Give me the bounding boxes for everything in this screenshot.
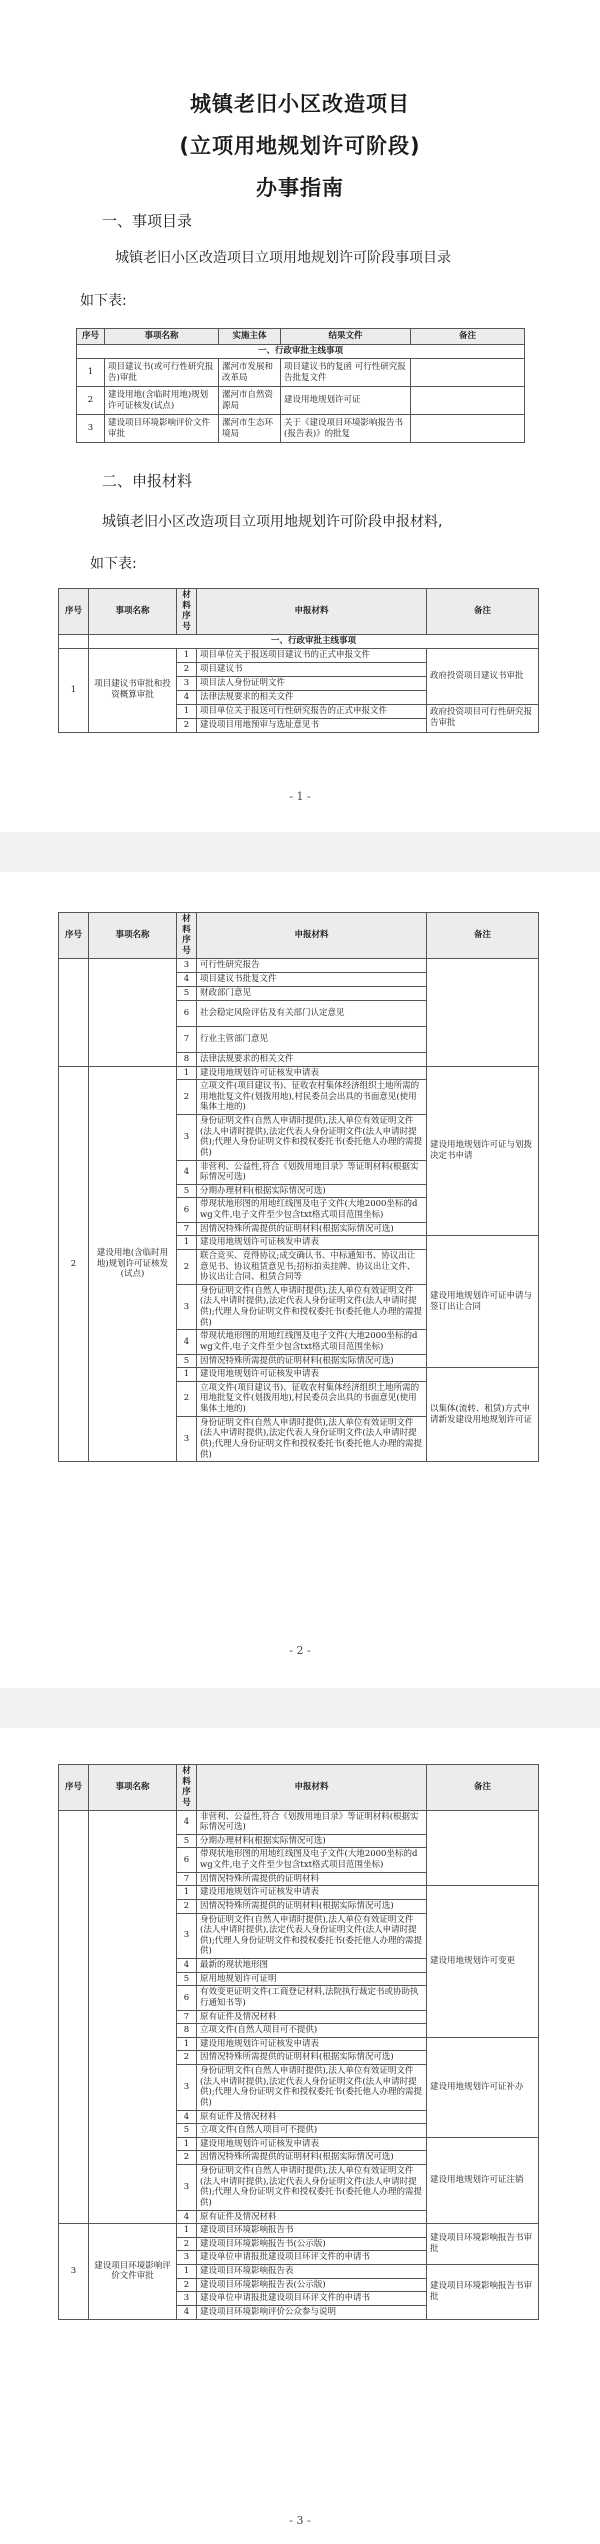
cell-remark: 建设项目环境影响报告书审批 xyxy=(427,2265,539,2320)
catalog-table xyxy=(76,328,525,443)
cell-material-no: 3 xyxy=(177,2065,197,2111)
cell-material-no: 6 xyxy=(177,1198,197,1222)
catalog-header-name: 事项名称 xyxy=(105,329,219,345)
document-page-2 xyxy=(0,872,600,1688)
cell-material-no: 5 xyxy=(177,1354,197,1368)
header-no: 序号 xyxy=(59,589,89,635)
header-remark: 备注 xyxy=(427,589,539,635)
header-no: 序号 xyxy=(59,913,89,959)
catalog-header-agency: 实施主体 xyxy=(219,329,281,345)
cell-material-no: 3 xyxy=(177,958,197,972)
cell-material: 原有证件及情况材料 xyxy=(197,2010,427,2024)
cell-material-no: 3 xyxy=(177,1115,197,1161)
cell-material: 法律法规要求的相关文件 xyxy=(197,1052,427,1066)
cell-material-no: 1 xyxy=(177,2224,197,2238)
materials-table-p1 xyxy=(58,588,539,733)
table-row xyxy=(59,958,539,972)
cell-material-no: 3 xyxy=(177,2165,197,2211)
cell-material-no: 5 xyxy=(177,986,197,1000)
section2-subtitle: 城镇老旧小区改造项目立项用地规划许可阶段申报材料, xyxy=(102,514,443,530)
materials-header-row xyxy=(59,589,539,635)
cell-material: 带现状地形图的用地红线图及电子文件(大地2000坐标的dwg文件,电子文件至少包含txt格式项目范围坐标) xyxy=(197,1330,427,1354)
cell-material-no: 7 xyxy=(177,1026,197,1052)
cell-material-no: 4 xyxy=(177,2210,197,2224)
cell-material-no: 3 xyxy=(177,2292,197,2306)
section2-heading: 二、申报材料 xyxy=(102,472,193,490)
cell-material-no: 7 xyxy=(177,2010,197,2024)
header-material: 申报材料 xyxy=(197,589,427,635)
cell-item-no: 2 xyxy=(59,1066,89,1462)
cell-material: 立项文件(项目建议书)、征收农村集体经济组织土地所需的用地批复文件(划拨用地),村民委员会出具的书面意见(使用集体土地的) xyxy=(197,1381,427,1416)
cell-material-no: 3 xyxy=(177,1416,197,1462)
cell-material-no: 2 xyxy=(177,1899,197,1913)
cell-item-no: 3 xyxy=(59,2224,89,2319)
cell-material: 财政部门意见 xyxy=(197,986,427,1000)
table-row xyxy=(77,387,525,415)
cell-material: 项目建议书 xyxy=(197,662,427,676)
document-page-1 xyxy=(0,0,600,832)
cell-material-no: 1 xyxy=(177,2037,197,2051)
cell-material-no: 1 xyxy=(177,1368,197,1382)
cell-material-no: 4 xyxy=(177,2305,197,2319)
cell-material: 可行性研究报告 xyxy=(197,958,427,972)
cell-material-no: 4 xyxy=(177,1959,197,1973)
cell-material-no: 2 xyxy=(177,1381,197,1416)
cell-remark: 建设项目环境影响报告书审批 xyxy=(427,2224,539,2265)
cell-material-no: 2 xyxy=(177,2051,197,2065)
cell-material-no: 6 xyxy=(177,1848,197,1872)
document-title-line2: (立项用地规划许可阶段) xyxy=(179,134,421,158)
cell-material: 项目建议书批复文件 xyxy=(197,972,427,986)
cell-remark xyxy=(411,387,525,415)
cell-item-name: 建设项目环境影响评价文件审批 xyxy=(105,415,219,443)
cell-item-no: 1 xyxy=(59,648,89,732)
cell-material: 非营利、公益性,符合《划拨用地目录》等证明材料(根据实际情况可选) xyxy=(197,1810,427,1834)
section2-lead: 如下表: xyxy=(90,556,137,572)
table-row xyxy=(59,2224,539,2238)
cell-material: 立项文件(自然人项目可不提供) xyxy=(197,2124,427,2138)
cell-no: 1 xyxy=(77,359,105,387)
cell-material-no: 4 xyxy=(177,1810,197,1834)
header-material-no: 材料序号 xyxy=(177,913,197,959)
cell-material: 因情况特殊所需提供的证明材料(根据实际情况可选) xyxy=(197,1222,427,1236)
cell-item-name: 项目建议书(或可行性研究报告)审批 xyxy=(105,359,219,387)
table-row xyxy=(59,648,539,662)
cell-material: 因情况特殊所需提供的证明材料(根据实际情况可选) xyxy=(197,2051,427,2065)
cell-material-no: 1 xyxy=(177,648,197,662)
cell-material: 建设单位申请报批建设项目环评文件的申请书 xyxy=(197,2251,427,2265)
cell-material-no: 3 xyxy=(177,2251,197,2265)
cell-material: 因情况特殊所需提供的证明材料(根据实际情况可选) xyxy=(197,1899,427,1913)
cell-material: 行业主管部门意见 xyxy=(197,1026,427,1052)
cell-item-name: 建设用地(含临时用地)规划许可证核发(试点) xyxy=(105,387,219,415)
cell-item-name: 项目建议书审批和投资概算审批 xyxy=(89,648,177,732)
cell-result: 关于《建设项目环境影响报告书(报告表)》的批复 xyxy=(281,415,411,443)
cell-material: 项目单位关于报送项目建议书的正式申报文件 xyxy=(197,648,427,662)
materials-section-label: 一、行政审批主线事项 xyxy=(89,634,539,648)
cell-material: 建设用地规划许可证核发申请表 xyxy=(197,1066,427,1080)
cell-material-no: 4 xyxy=(177,1330,197,1354)
cell-material-no: 7 xyxy=(177,1872,197,1886)
cell-material: 建设项目环境影响报告书 xyxy=(197,2224,427,2238)
catalog-header-row xyxy=(77,329,525,345)
cell-agency: 漯河市生态环境局 xyxy=(219,415,281,443)
cell-material-no: 3 xyxy=(177,1284,197,1330)
header-item-name: 事项名称 xyxy=(89,589,177,635)
cell-material-no: 1 xyxy=(177,1066,197,1080)
cell-material-no: 5 xyxy=(177,1184,197,1198)
cell-material-no: 2 xyxy=(177,718,197,732)
cell-material: 建设项目环境影响报告表(公示版) xyxy=(197,2278,427,2292)
cell-material: 最新的现状地形图 xyxy=(197,1959,427,1973)
cell-material: 有效变更证明文件(工商登记材料,法院执行裁定书或协助执行通知书等) xyxy=(197,1986,427,2010)
header-item-name: 事项名称 xyxy=(89,913,177,959)
cell-material-no: 1 xyxy=(177,1236,197,1250)
table-row xyxy=(59,1810,539,1834)
cell-material: 因情况特殊所需提供的证明材料(根据实际情况可选) xyxy=(197,1354,427,1368)
cell-material-no: 6 xyxy=(177,1000,197,1026)
cell-material: 原用地规划许可证明 xyxy=(197,1972,427,1986)
section1-heading: 一、事项目录 xyxy=(102,212,193,230)
materials-header-row xyxy=(59,1765,539,1811)
cell-remark: 建设用地规划许可证注销 xyxy=(427,2137,539,2223)
catalog-section-label: 一、行政审批主线事项 xyxy=(77,345,525,359)
page-number: - 3 - xyxy=(289,2514,311,2527)
cell-remark: 建设用地规划许可证与划拨决定书申请 xyxy=(427,1066,539,1236)
materials-header-row xyxy=(59,913,539,959)
cell-material-no: 3 xyxy=(177,1913,197,1959)
cell-remark: 政府投资项目建议书审批 xyxy=(427,648,539,704)
table-row xyxy=(77,415,525,443)
cell-material: 建设用地规划许可证核发申请表 xyxy=(197,1368,427,1382)
header-item-name: 事项名称 xyxy=(89,1765,177,1811)
materials-table-p2 xyxy=(58,912,539,1462)
document-title-line3: 办事指南 xyxy=(256,176,344,200)
cell-no: 2 xyxy=(77,387,105,415)
cell-material-no: 7 xyxy=(177,1222,197,1236)
cell-remark: 建设用地规划许可证补办 xyxy=(427,2037,539,2137)
header-material-no: 材料序号 xyxy=(177,589,197,635)
cell-material: 建设用地规划许可证核发申请表 xyxy=(197,1886,427,1900)
cell-material: 立项文件(项目建议书)、征收农村集体经济组织土地所需的用地批复文件(划拨用地),村民委员会出具的书面意见(使用集体土地的) xyxy=(197,1080,427,1115)
cell-result: 建设用地规划许可证 xyxy=(281,387,411,415)
cell-material-no: 5 xyxy=(177,2124,197,2138)
cell-material: 项目法人身份证明文件 xyxy=(197,676,427,690)
catalog-header-remark: 备注 xyxy=(411,329,525,345)
cell-material-no: 8 xyxy=(177,2024,197,2038)
cell-material: 建设项目环境影响报告书(公示版) xyxy=(197,2237,427,2251)
document-page-3 xyxy=(0,1728,600,2544)
cell-material: 身份证明文件(自然人申请时提供),法人单位有效证明文件(法人申请时提供),法定代表人身份证明文件(法人申请时提供);代理人身份证明文件和授权委托书(委托他人办理的需提供) xyxy=(197,2065,427,2111)
cell-remark xyxy=(411,359,525,387)
cell-material: 项目单位关于报送可行性研究报告的正式申报文件 xyxy=(197,704,427,718)
header-no: 序号 xyxy=(59,1765,89,1811)
cell-result: 项目建议书的复函 可行性研究报告批复文件 xyxy=(281,359,411,387)
cell-material: 原有证件及情况材料 xyxy=(197,2110,427,2124)
cell-remark: 政府投资项目可行性研究报告审批 xyxy=(427,704,539,732)
cell-material-no: 2 xyxy=(177,662,197,676)
cell-material: 分期办理材料(根据实际情况可选) xyxy=(197,1184,427,1198)
cell-material-no: 5 xyxy=(177,1972,197,1986)
cell-material-no: 4 xyxy=(177,1160,197,1184)
section1-lead: 如下表: xyxy=(80,293,127,309)
cell-material: 原有证件及情况材料 xyxy=(197,2210,427,2224)
cell-material-no: 3 xyxy=(177,676,197,690)
cell-material: 建设项目用地预审与选址意见书 xyxy=(197,718,427,732)
cell-material-no: 2 xyxy=(177,2237,197,2251)
cell-no: 3 xyxy=(77,415,105,443)
cell-material: 社会稳定风险评估及有关部门认定意见 xyxy=(197,1000,427,1026)
cell-agency: 漯河市自然资源局 xyxy=(219,387,281,415)
table-row xyxy=(59,1066,539,1080)
header-material: 申报材料 xyxy=(197,1765,427,1811)
cell-material-no: 1 xyxy=(177,704,197,718)
cell-remark xyxy=(411,415,525,443)
cell-remark: 建设用地规划许可证申请与签订出让合同 xyxy=(427,1236,539,1368)
cell-material-no: 2 xyxy=(177,2151,197,2165)
cell-material: 身份证明文件(自然人申请时提供),法人单位有效证明文件(法人申请时提供),法定代表人身份证明文件(法人申请时提供);代理人身份证明文件和授权委托书(委托他人办理的需提供) xyxy=(197,1913,427,1959)
cell-material-no: 1 xyxy=(177,1886,197,1900)
cell-material: 身份证明文件(自然人申请时提供),法人单位有效证明文件(法人申请时提供),法定代表人身份证明文件(法人申请时提供);代理人身份证明文件和授权委托书(委托他人办理的需提供) xyxy=(197,1115,427,1161)
cell-material: 联合竞买、竞得协议;成交确认书、中标通知书、协议出让意见书、协议租赁意见书;招标拍卖挂牌、协议出让文件、协议出让合同、租赁合同等 xyxy=(197,1249,427,1284)
cell-material: 建设项目环境影响评价公众参与说明 xyxy=(197,2305,427,2319)
table-row xyxy=(77,359,525,387)
cell-material-no: 2 xyxy=(177,1249,197,1284)
cell-material: 带现状地形图的用地红线图及电子文件(大地2000坐标的dwg文件,电子文件至少包含txt格式项目范围坐标) xyxy=(197,1198,427,1222)
cell-material: 建设用地规划许可证核发申请表 xyxy=(197,2037,427,2051)
catalog-header-no: 序号 xyxy=(77,329,105,345)
cell-material: 身份证明文件(自然人申请时提供),法人单位有效证明文件(法人申请时提供),法定代表人身份证明文件(法人申请时提供);代理人身份证明文件和授权委托书(委托他人办理的需提供) xyxy=(197,1284,427,1330)
header-material: 申报材料 xyxy=(197,913,427,959)
cell-material: 身份证明文件(自然人申请时提供),法人单位有效证明文件(法人申请时提供),法定代表人身份证明文件(法人申请时提供);代理人身份证明文件和授权委托书(委托他人办理的需提供) xyxy=(197,1416,427,1462)
cell-material-no: 6 xyxy=(177,1986,197,2010)
cell-material: 建设用地规划许可证核发申请表 xyxy=(197,1236,427,1250)
cell-material: 身份证明文件(自然人申请时提供),法人单位有效证明文件(法人申请时提供),法定代表人身份证明文件(法人申请时提供);代理人身份证明文件和授权委托书(委托他人办理的需提供) xyxy=(197,2165,427,2211)
cell-material: 非营利、公益性,符合《划拨用地目录》等证明材料(根据实际情况可选) xyxy=(197,1160,427,1184)
cell-material-no: 4 xyxy=(177,690,197,704)
cell-material: 分期办理材料(根据实际情况可选) xyxy=(197,1834,427,1848)
cell-material-no: 1 xyxy=(177,2265,197,2279)
cell-remark: 建设用地规划许可变更 xyxy=(427,1886,539,2038)
page-number: - 1 - xyxy=(289,790,311,803)
cell-material-no: 8 xyxy=(177,1052,197,1066)
cell-material: 立项文件(自然人项目可不提供) xyxy=(197,2024,427,2038)
cell-material-no: 2 xyxy=(177,2278,197,2292)
cell-agency: 漯河市发展和改革局 xyxy=(219,359,281,387)
document-title-line1: 城镇老旧小区改造项目 xyxy=(190,92,410,116)
cell-material: 带现状地形图的用地红线图及电子文件(大地2000坐标的dwg文件,电子文件至少包含txt格式项目范围坐标) xyxy=(197,1848,427,1872)
cell-material: 法律法规要求的相关文件 xyxy=(197,690,427,704)
cell-material: 建设用地规划许可证核发申请表 xyxy=(197,2137,427,2151)
cell-material-no: 4 xyxy=(177,972,197,986)
cell-material-no: 1 xyxy=(177,2137,197,2151)
materials-table-p3 xyxy=(58,1764,539,2320)
page-number: - 2 - xyxy=(289,1644,311,1657)
cell-material-no: 4 xyxy=(177,2110,197,2124)
catalog-header-result: 结果文件 xyxy=(281,329,411,345)
header-material-no: 材料序号 xyxy=(177,1765,197,1811)
cell-remark: 以集体(流转、租赁)方式申请新发建设用地规划许可证 xyxy=(427,1368,539,1462)
header-remark: 备注 xyxy=(427,913,539,959)
cell-material-no: 2 xyxy=(177,1080,197,1115)
cell-material: 因情况特殊所需提供的证明材料 xyxy=(197,1872,427,1886)
header-remark: 备注 xyxy=(427,1765,539,1811)
cell-material: 建设单位申请报批建设项目环评文件的申请书 xyxy=(197,2292,427,2306)
cell-material-no: 5 xyxy=(177,1834,197,1848)
section1-subtitle: 城镇老旧小区改造项目立项用地规划许可阶段事项目录 xyxy=(115,250,451,266)
cell-item-name: 建设项目环境影响评价文件审批 xyxy=(89,2224,177,2319)
cell-material: 建设项目环境影响报告表 xyxy=(197,2265,427,2279)
cell-item-name: 建设用地(含临时用地)规划许可证核发(试点) xyxy=(89,1066,177,1462)
cell-material: 因情况特殊所需提供的证明材料(根据实际情况可选) xyxy=(197,2151,427,2165)
